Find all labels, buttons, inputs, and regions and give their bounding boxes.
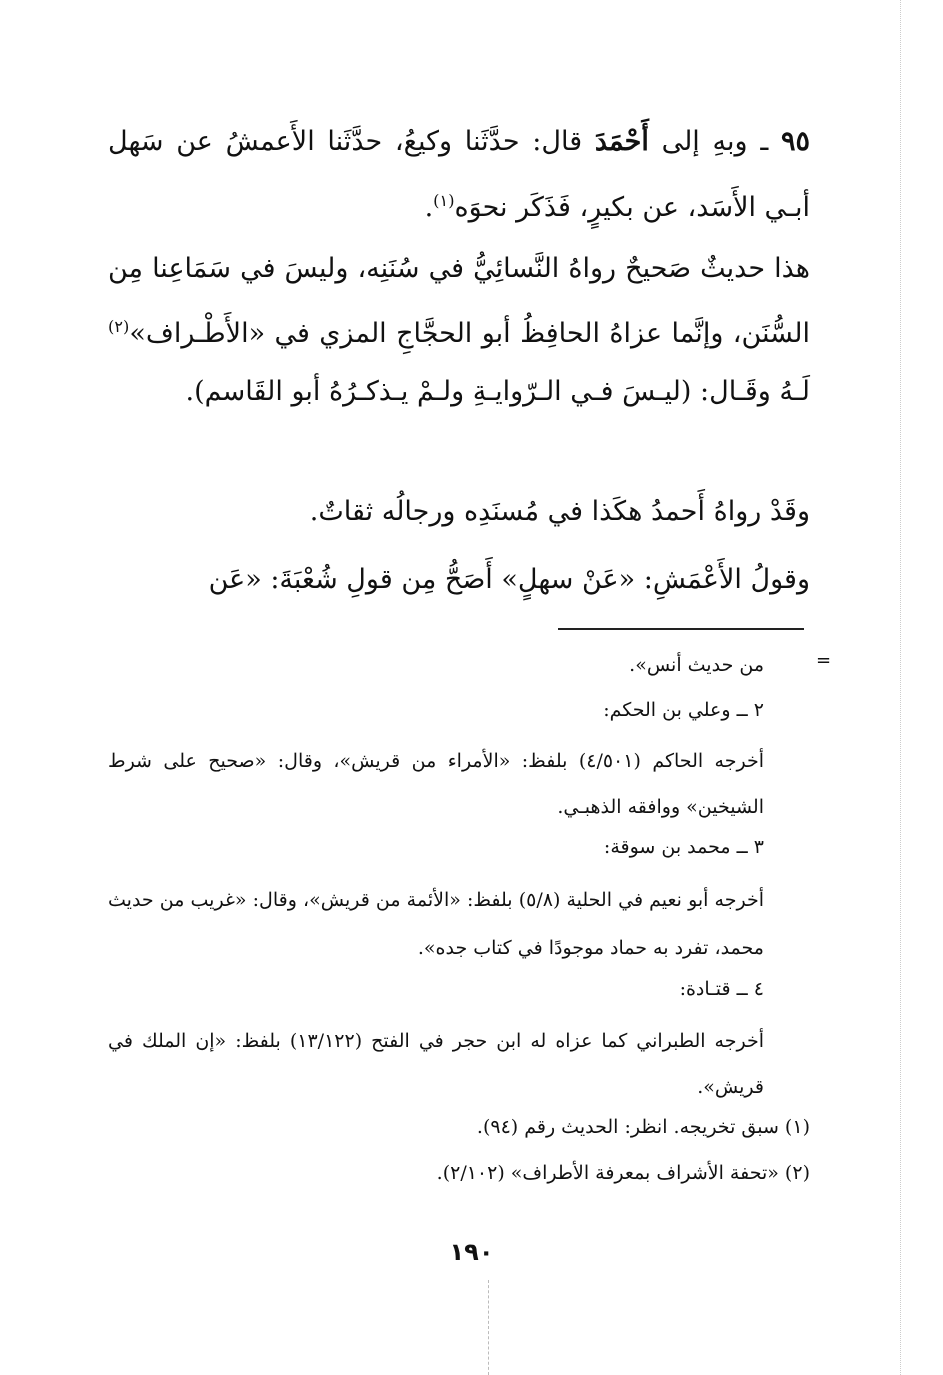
text-segment: قال: حدَّثَنا وكيعُ، حدَّثَنا الأَعمشُ عن سَهل أبـي الأَسَد، عن بكيرٍ، فَذَكَر نحوَه — [108, 126, 810, 223]
footnote-1: (١) سبق تخريجه. انظر: الحديث رقم (٩٤). — [476, 1116, 810, 1138]
musnad-paragraph: وقَدْ رواهُ أَحمدُ هكَذا في مُسنَدِه ورجالُه ثقاتٌ. — [309, 496, 810, 527]
footnote-heading: ٤ ــ قتـادة: — [679, 978, 764, 1000]
text-segment: لَـهُ وقَـال: (ليـسَ فـي الـرّوايـةِ ولـمْ يـذكـرُهُ أبو القَاسم). — [185, 376, 810, 407]
page-number: ١٩٠ — [449, 1238, 494, 1266]
footnote-heading: ٣ ــ محمد بن سوقة: — [603, 836, 764, 858]
page-edge-line — [900, 0, 901, 1375]
footnote-2: (٢) «تحفة الأشراف بمعرفة الأطراف» (٢/١٠٢). — [436, 1162, 810, 1184]
hadith-95-paragraph — [108, 112, 810, 237]
text-segment: هذا حديثٌ صَحيحٌ رواهُ النَّسائِيُّ في سُنَنِه، وليسَ في سَمَاعِنا مِن السُّنَن، وإنَّما عزاهُ الحافِظُ أبو الحجَّاجِ المزي في «الأَطْـراف» — [108, 253, 810, 349]
footnote-heading: ٢ ــ وعلي بن الحكم: — [603, 699, 764, 721]
footnote-continuation-mark: = — [816, 650, 832, 671]
footnote-line: من حديث أنس». — [629, 654, 764, 676]
footnote-ref-2: (٢) — [108, 317, 130, 336]
footnote-separator — [558, 628, 804, 630]
amash-paragraph: وقولُ الأَعْمَشِ: «عَنْ سهلٍ» أَصَحُّ مِن قولِ شُعْبَةَ: «عَن — [208, 564, 810, 595]
footnote-line: أخرجه الحاكم (٤/٥٠١) بلفظ: «الأمراء من قريش»، وقال: «صحيح على شرط الشيخين» ووافقه الذهبـي. — [108, 750, 764, 818]
footnote-ref-1: (١) — [433, 191, 455, 210]
hadith-number: ٩٥ — [780, 126, 810, 157]
footnote-line: أخرجه أبو نعيم في الحلية (٥/٨) بلفظ: «الأئمة من قريش»، وقال: «غريب من حديث محمد، تفرد به حماد موجودًا في كتاب جده». — [108, 889, 764, 959]
footnote-line: أخرجه الطبراني كما عزاه له ابن حجر في الفتح (١٣/١٢٢) بلفظ: «إن الملك في قريش». — [108, 1030, 765, 1098]
commentary-paragraph — [108, 240, 810, 421]
narrator-name: أَحْمَدَ — [594, 126, 649, 157]
binding-line — [488, 1280, 489, 1375]
text-segment: ـ وبهِ إلى — [648, 126, 781, 157]
text-segment: . — [424, 192, 434, 223]
